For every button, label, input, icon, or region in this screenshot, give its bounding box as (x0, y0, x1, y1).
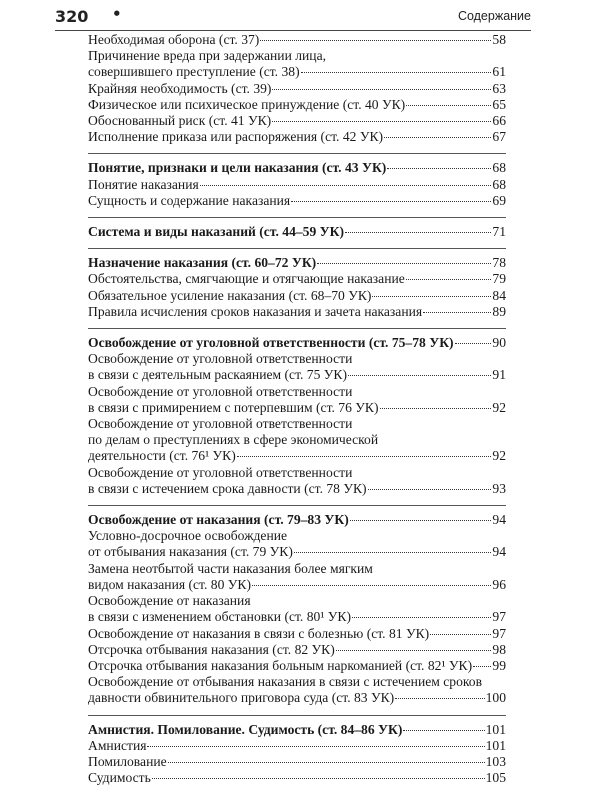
page-header (55, 5, 531, 31)
toc-entry[interactable] (88, 528, 506, 560)
toc-entry-line: Освобождение от уголовной ответственности (88, 416, 353, 432)
toc-page-number: 61 (492, 64, 506, 80)
toc-section-heading[interactable] (88, 255, 506, 271)
toc-entry-title: Помилование (88, 753, 167, 769)
dot-leader (237, 456, 492, 457)
section-rule (88, 505, 506, 506)
toc-page-number: 90 (492, 335, 506, 351)
section-rule (88, 248, 506, 249)
page-number: 320 (55, 7, 89, 26)
toc-section-heading[interactable] (88, 335, 506, 351)
toc-entry-title: Обоснованный риск (ст. 41 УК) (88, 113, 272, 129)
toc-entry[interactable] (88, 32, 506, 48)
section-rule (88, 153, 506, 154)
toc-entry-title: Понятие наказания (88, 176, 199, 192)
toc-entry[interactable] (88, 626, 506, 642)
toc-entry[interactable] (88, 754, 506, 770)
toc-entry[interactable] (88, 642, 506, 658)
dot-leader (168, 762, 485, 763)
toc-section (88, 335, 506, 497)
dot-leader (152, 778, 485, 779)
toc-page-number: 100 (485, 690, 506, 706)
toc-entry[interactable] (88, 193, 506, 209)
toc-entry[interactable] (88, 465, 506, 497)
toc-page-number: 93 (492, 480, 506, 496)
toc-entry-title: Отсрочка отбывания наказания (ст. 82 УК) (88, 641, 335, 657)
dot-leader (380, 408, 492, 409)
toc-page-number: 92 (492, 399, 506, 415)
toc-entry-title: Система и виды наказаний (ст. 44–59 УК) (88, 224, 345, 240)
toc-entry[interactable] (88, 658, 506, 674)
toc-page-number: 63 (492, 80, 506, 96)
toc-entry-line: Освобождение от наказания (88, 593, 251, 609)
toc-page-number: 97 (492, 609, 506, 625)
toc-entry-title: в связи с примирением с потерпевшим (ст. 76 УК) (88, 399, 379, 415)
toc-entry-title: совершившего преступление (ст. 38) (88, 64, 300, 80)
toc-entry-line: Замена неотбытой части наказания более мягким (88, 560, 373, 576)
toc-entry[interactable] (88, 738, 506, 754)
dot-leader (260, 40, 491, 41)
toc-page-number: 91 (492, 367, 506, 383)
toc-entry[interactable] (88, 97, 506, 113)
toc-page-number: 92 (492, 448, 506, 464)
toc-entry-line: Освобождение от уголовной ответственности (88, 351, 353, 367)
toc-entry-title: Физическое или психическое принуждение (ст. 40 УК) (88, 96, 406, 112)
toc-page-number: 65 (492, 96, 506, 112)
dot-leader (403, 730, 484, 731)
dot-leader (252, 585, 491, 586)
toc-entry[interactable] (88, 384, 506, 416)
dot-leader (200, 185, 492, 186)
dot-leader (272, 89, 491, 90)
toc-entry-line: Условно-досрочное освобождение (88, 528, 288, 544)
toc-page-number: 101 (485, 721, 506, 737)
toc-entry-line: по делам о преступлениях в сфере экономической (88, 432, 379, 448)
toc-page-number: 68 (492, 176, 506, 192)
toc-entry[interactable] (88, 416, 506, 465)
dot-leader (423, 312, 491, 313)
dot-leader (473, 666, 491, 667)
toc-entry[interactable] (88, 561, 506, 593)
toc-entry-title: Понятие, признаки и цели наказания (ст. 43 УК) (88, 160, 387, 176)
dot-leader (406, 279, 492, 280)
toc-page-number: 58 (492, 32, 506, 47)
toc-page-number: 79 (492, 271, 506, 287)
toc-entry-title: Отсрочка отбывания наказания больным наркоманией (ст. 82¹ УК) (88, 657, 473, 673)
section-rule (88, 217, 506, 218)
toc-entry[interactable] (88, 271, 506, 287)
header-rule (55, 30, 531, 31)
dot-leader (348, 375, 491, 376)
toc-entry-title: Правила исчисления сроков наказания и зачета наказания (88, 303, 423, 319)
toc-section (88, 722, 506, 786)
dot-leader (384, 137, 491, 138)
toc-entry-title: Освобождение от наказания (ст. 79–83 УК) (88, 512, 349, 528)
toc-entry-line: Освобождение от уголовной ответственности (88, 383, 353, 399)
toc-page-number: 94 (492, 544, 506, 560)
toc-page-number: 84 (492, 287, 506, 303)
dot-leader (301, 72, 492, 73)
toc-entry-title: Обязательное усиление наказания (ст. 68–70 УК) (88, 287, 372, 303)
dot-leader (368, 489, 492, 490)
toc-entry[interactable] (88, 770, 506, 786)
toc-section (88, 255, 506, 320)
toc-section-heading[interactable] (88, 512, 506, 528)
toc-page-number: 99 (492, 657, 506, 673)
toc-entry-title: Крайняя необходимость (ст. 39) (88, 80, 272, 96)
toc-page-number: 94 (492, 512, 506, 528)
toc-entry[interactable] (88, 113, 506, 129)
dot-leader (147, 746, 484, 747)
toc-entry-title: деятельности (ст. 76¹ УК) (88, 448, 236, 464)
toc-entry[interactable] (88, 129, 506, 145)
toc-page-number: 69 (492, 192, 506, 208)
dot-leader (294, 552, 492, 553)
toc-entry-title: в связи с деятельным раскаянием (ст. 75 УК) (88, 367, 348, 383)
table-of-contents (88, 32, 506, 786)
dot-leader (395, 698, 484, 699)
dot-leader (372, 296, 491, 297)
toc-entry-title: Амнистия. Помилование. Судимость (ст. 84–86 УК) (88, 721, 403, 737)
dot-leader (272, 121, 491, 122)
toc-entry[interactable] (88, 48, 506, 80)
dot-leader (406, 105, 491, 106)
toc-entry-title: Освобождение от наказания в связи с болезнью (ст. 81 УК) (88, 625, 430, 641)
toc-page-number: 97 (492, 625, 506, 641)
toc-entry-title: Необходимая оборона (ст. 37) (88, 32, 260, 47)
toc-entry[interactable] (88, 351, 506, 383)
toc-entry-line: Причинение вреда при задержании лица, (88, 48, 327, 64)
toc-entry-line: Освобождение от уголовной ответственности (88, 464, 353, 480)
dot-leader (336, 650, 492, 651)
toc-entry-title: Сущность и содержание наказания (88, 192, 291, 208)
toc-section (88, 224, 506, 240)
dot-leader (291, 201, 491, 202)
dot-leader (430, 634, 491, 635)
toc-page-number: 98 (492, 641, 506, 657)
toc-entry[interactable] (88, 304, 506, 320)
toc-entry-title: Исполнение приказа или распоряжения (ст. 42 УК) (88, 129, 384, 145)
dot-leader (350, 520, 492, 521)
toc-entry-title: видом наказания (ст. 80 УК) (88, 576, 251, 592)
toc-entry-title: Судимость (88, 770, 151, 786)
toc-entry[interactable] (88, 81, 506, 97)
toc-entry[interactable] (88, 288, 506, 304)
running-title: Содержание (457, 9, 531, 23)
toc-entry-title: в связи с истечением срока давности (ст. 78 УК) (88, 480, 367, 496)
toc-section-heading[interactable] (88, 160, 506, 176)
section-rule (88, 328, 506, 329)
toc-page-number: 66 (492, 113, 506, 129)
toc-section (88, 512, 506, 706)
toc-entry-title: Обстоятельства, смягчающие и отягчающие наказание (88, 271, 405, 287)
dot-leader (455, 343, 492, 344)
toc-page-number: 68 (492, 160, 506, 176)
dot-leader (352, 617, 491, 618)
toc-page-number: 78 (492, 255, 506, 271)
dot-leader (387, 168, 491, 169)
toc-entry-title: Амнистия (88, 737, 147, 753)
toc-entry-line: Освобождение от отбывания наказания в связи с истечением сроков (88, 674, 483, 690)
section-rule (88, 715, 506, 716)
dot-leader (345, 232, 491, 233)
toc-page-number: 101 (485, 737, 506, 753)
toc-section (88, 160, 506, 209)
header-bullet: • (112, 5, 122, 23)
toc-page-number: 96 (492, 576, 506, 592)
toc-section-heading[interactable] (88, 722, 506, 738)
toc-page-number: 67 (492, 129, 506, 145)
toc-entry[interactable] (88, 593, 506, 625)
toc-page-number: 71 (492, 224, 506, 240)
dot-leader (317, 263, 491, 264)
toc-section-heading[interactable] (88, 224, 506, 240)
toc-entry-title: давности обвинительного приговора суда (ст. 83 УК) (88, 690, 395, 706)
toc-entry-title: от отбывания наказания (ст. 79 УК) (88, 544, 293, 560)
toc-entry-title: Назначение наказания (ст. 60–72 УК) (88, 255, 317, 271)
toc-page-number: 89 (492, 303, 506, 319)
toc-entry[interactable] (88, 674, 506, 706)
toc-page-number: 103 (485, 753, 506, 769)
toc-section (88, 32, 506, 145)
toc-entry-title: в связи с изменением обстановки (ст. 80¹ УК) (88, 609, 352, 625)
toc-entry-title: Освобождение от уголовной ответственности (ст. 75–78 УК) (88, 335, 454, 351)
toc-page-number: 105 (485, 770, 506, 786)
toc-entry[interactable] (88, 177, 506, 193)
